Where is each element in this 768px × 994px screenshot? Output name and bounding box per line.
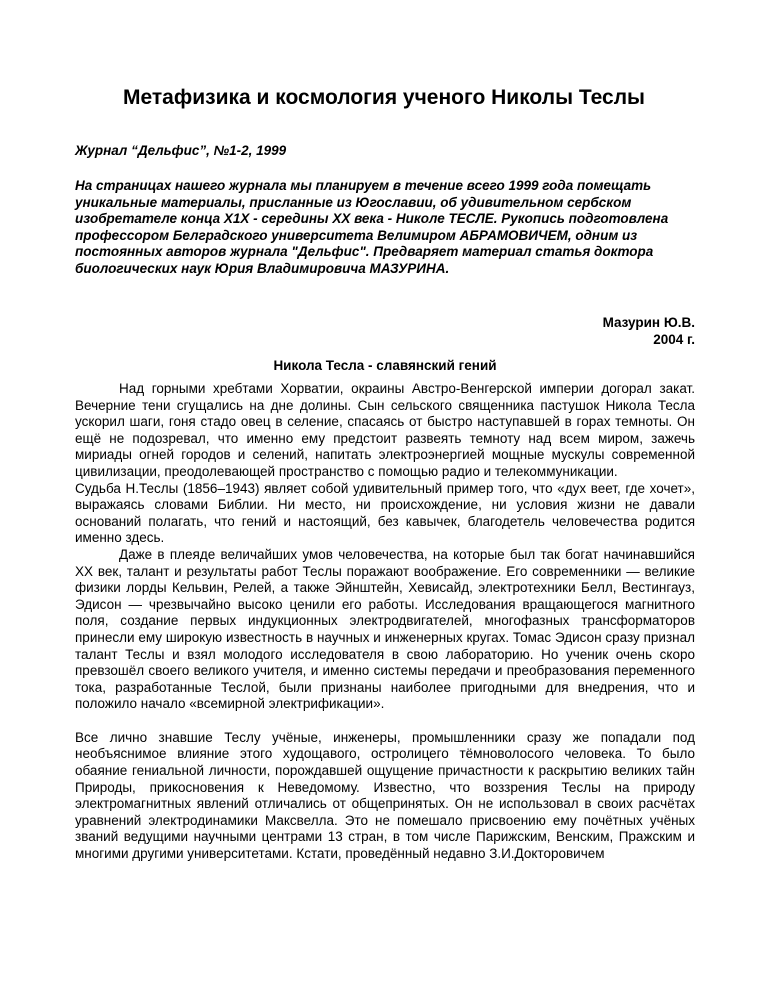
body-paragraph: Над горными хребтами Хорватии, окраины Австро-Венгерской империи догорал закат. Вечерние тени сгущались на дне долины. Сын сельского священника пастушок Никола Тесла ускорил шаги, гоня стадо овец в селение, спасаясь от быстро наступавшей в горах темноты. Он ещё не подозревал, что именно ему предстоит развеять темноту над всем миром, зажечь мириады огней городов и селений, напитать электроэнергией мощные мускулы современной цивилизации, преодолевающей пространство с помощью радио и телекоммуникации.	[75, 381, 695, 479]
body-paragraph: Даже в плеяде величайших умов человечества, на которые был так богат начинавшийся ХХ век, талант и результаты работ Теслы поражают воображение. Его современники — великие физики лорды Кельвин, Релей, а также Эйнштейн, Хевисайд, электротехники Белл, Вестингауз, Эдисон — чрезвычайно высоко ценили его работы. Исследования вращающегося магнитного поля, создание первых индукционных электродвигателей, многофазных трансформаторов принесли ему широкую известность в научных и инженерных кругах. Томас Эдисон сразу признал талант Теслы и взял молодого исследователя в свою лабораторию. Но ученик очень скоро превзошёл своего великого учителя, и именно системы передачи и преобразования переменного тока, разработанные Теслой, были признаны наиболее пригодными для внедрения, что и положило начало «всемирной электрификации».	[75, 546, 695, 712]
article-body	[75, 381, 695, 863]
journal-reference: Журнал “Дельфис”, №1-2, 1999	[75, 143, 287, 158]
document-title: Метафизика и космология ученого Николы Теслы	[123, 86, 645, 109]
body-paragraph: Все лично знавшие Теслу учёные, инженеры, промышленники сразу же попадали под необъяснимое влияние этого худощавого, остролицего тёмноволосого человека. То было обаяние гениальной личности, порождавшей ощущение причастности к раскрытию великих тайн Природы, прикосновения к Неведомому. Известно, что воззрения Теслы на природу электромагнитных явлений отличались от общепринятых. Он не использовал в своих расчётах уравнений электродинамики Максвелла. Это не помешало присвоению ему почётных учёных званий ведущими научными центрами 13 стран, в том числе Парижским, Венским, Пражским и многими другими университетами. Кстати, проведённый недавно З.И.Докторовичем	[75, 729, 695, 862]
author-year: 2004 г.	[653, 332, 695, 347]
intro-paragraph: На страницах нашего журнала мы планируем в течение всего 1999 года помещать уникальные материалы, присланные из Югославии, об удивительном сербском изобретателе конца Х1Х - середины ХХ века - Николе ТЕСЛЕ. Рукопись подготовлена профессором Белградского университета Велимиром АБРАМОВИЧЕМ, одним из постоянных авторов журнала "Дельфис". Предваряет материал статья доктора биологических наук Юрия Владимировича МАЗУРИНА.	[75, 178, 669, 276]
body-paragraph: Судьба Н.Теслы (1856–1943) являет собой удивительный пример того, что «дух веет, где хочет», выражаясь словами Библии. Ни место, ни происхождение, ни условия жизни не давали оснований полагать, что гений и настоящий, без кавычек, благодетель человечества родится именно здесь.	[75, 480, 695, 546]
section-heading: Никола Тесла - славянский гений	[273, 358, 497, 373]
author-block	[603, 314, 695, 348]
author-name: Мазурин Ю.В.	[602, 315, 695, 330]
